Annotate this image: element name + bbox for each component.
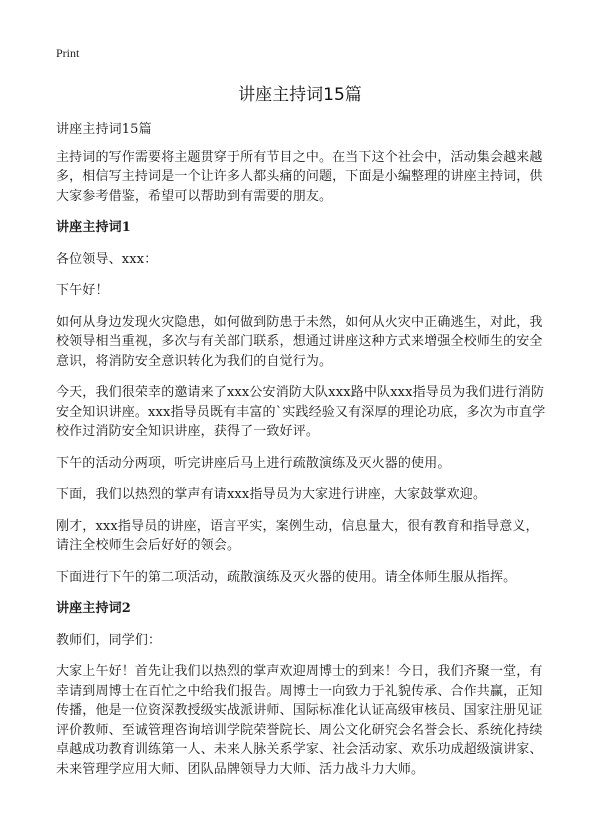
document-subtitle: 讲座主持词15篇 xyxy=(56,122,152,137)
page-title: 讲座主持词15篇 xyxy=(238,85,362,105)
paragraph: 下午的活动分两项，听完讲座后马上进行疏散演练及灭火器的使用。 xyxy=(56,455,451,471)
paragraph: 刚才，xxx指导员的讲座，语言平实，案例生动，信息量大，很有教育和指导意义，请注全校师生会后好好的领会。 xyxy=(56,518,539,553)
document-body xyxy=(56,120,548,791)
paragraph: 如何从身边发现火灾隐患，如何做到防患于未然，如何从火灾中正确逃生，对此，我校领导相当重视，多次与有关部门联系，想通过讲座这种方式来增强全校师生的安全意识，将消防安全意识转化为我们的自觉行为。 xyxy=(56,314,543,369)
paragraph: 下面进行下午的第二项活动，疏散演练及灭火器的使用。请全体师生服从指挥。 xyxy=(56,569,517,585)
paragraph: 大家上午好！首先让我们以热烈的掌声欢迎周博士的到来！今日，我们齐聚一堂，有幸请到周博士在百忙之中给我们报告。周博士一向致力于礼貌传承、合作共赢，正知传播，他是一位资深教授级实战派讲师、国际标准化认证高级审核员、国家注册见证评价教师、至诚管理咨询培训学院荣誉院长、周公文化研究会名誉会长、系统化持续卓越成功教育训练第一人、未来人脉关系学家、社会活动家、欢乐功成超级演讲家、未来管理学应用大师、团队品牌领导力大师、活力战斗力大师。 xyxy=(56,664,543,777)
paragraph: 教师们，同学们： xyxy=(56,632,162,648)
section-heading: 讲座主持词2 xyxy=(56,601,131,616)
print-link[interactable]: Print xyxy=(56,46,80,60)
section-heading: 讲座主持词1 xyxy=(56,220,131,235)
paragraph: 各位领导、xxx： xyxy=(56,251,158,267)
paragraph: 下面，我们以热烈的掌声有请xxx指导员为大家进行讲座，大家鼓掌欢迎。 xyxy=(56,487,487,502)
paragraph: 今天，我们很荣幸的邀请来了xxx公安消防大队xxx路中队xxx指导员为我们进行消防安全知识讲座。xxx指导员既有丰富的`实践经验又有深厚的理论功底，多次为市直学校作过消防安全知识讲座，获得了一致好评。 xyxy=(56,385,546,439)
intro-paragraph: 主持词的写作需要将主题贯穿于所有节目之中。在当下这个社会中，活动集会越来越多，相信写主持词是一个让许多人都头痛的问题，下面是小编整理的讲座主持词，供大家参考借鉴，希望可以帮助到有需要的朋友。 xyxy=(56,149,543,204)
paragraph: 下午好！ xyxy=(56,283,109,298)
